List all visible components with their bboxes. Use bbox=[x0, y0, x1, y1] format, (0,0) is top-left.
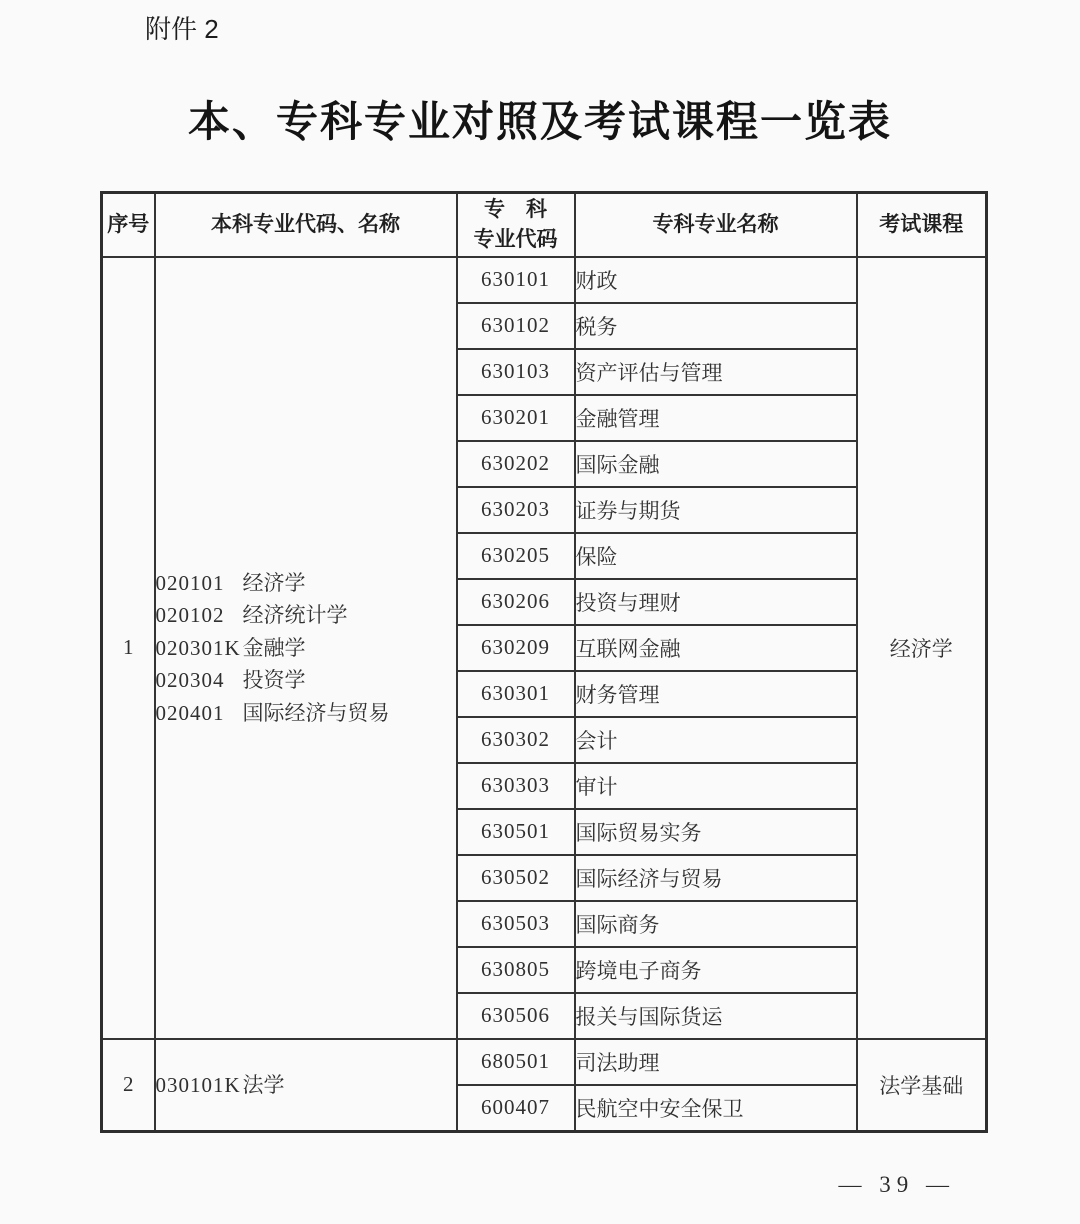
college-major-name-cell: 审计 bbox=[575, 763, 857, 809]
college-major-name-cell: 国际商务 bbox=[575, 901, 857, 947]
serial-cell: 1 bbox=[102, 257, 155, 1039]
college-major-code-cell: 630501 bbox=[457, 809, 575, 855]
college-major-name-cell: 金融管理 bbox=[575, 395, 857, 441]
undergrad-major-code: 020301K bbox=[155, 635, 241, 660]
table-row bbox=[102, 257, 987, 303]
college-major-name-cell: 税务 bbox=[575, 303, 857, 349]
college-major-code-cell: 630202 bbox=[457, 441, 575, 487]
college-major-name-cell: 会计 bbox=[575, 717, 857, 763]
table-header bbox=[102, 192, 987, 257]
undergrad-major-name: 国际经济与贸易 bbox=[242, 700, 390, 725]
col-header-exam-course: 考试课程 bbox=[857, 192, 987, 257]
undergrad-major-name: 金融学 bbox=[242, 635, 306, 660]
undergrad-major-name: 经济学 bbox=[242, 570, 306, 595]
college-major-name-cell: 保险 bbox=[575, 533, 857, 579]
col-header-college-name: 专科专业名称 bbox=[575, 192, 857, 257]
college-major-name-cell: 资产评估与管理 bbox=[575, 349, 857, 395]
majors-table-body bbox=[102, 257, 987, 1132]
college-major-code-cell: 630101 bbox=[457, 257, 575, 303]
table-row bbox=[102, 1039, 987, 1085]
college-major-code-cell: 630301 bbox=[457, 671, 575, 717]
college-major-name-cell: 国际经济与贸易 bbox=[575, 855, 857, 901]
college-major-name-cell: 跨境电子商务 bbox=[575, 947, 857, 993]
college-major-name-cell: 财务管理 bbox=[575, 671, 857, 717]
page-title: 本、专科专业对照及考试课程一览表 bbox=[187, 100, 892, 147]
page-number: — 39 — bbox=[838, 1172, 955, 1197]
col-header-college-code bbox=[457, 192, 575, 257]
undergrad-major-code: 020401 bbox=[155, 700, 225, 725]
col-header-undergrad: 本科专业代码、名称 bbox=[155, 192, 457, 257]
college-major-code-cell: 630102 bbox=[457, 303, 575, 349]
college-major-code-cell: 630805 bbox=[457, 947, 575, 993]
college-major-name-cell: 财政 bbox=[575, 257, 857, 303]
undergrad-major-line bbox=[156, 632, 456, 665]
college-major-code-cell: 630203 bbox=[457, 487, 575, 533]
college-major-code-cell: 630506 bbox=[457, 993, 575, 1039]
attachment-label: 附件 2 bbox=[145, 14, 219, 44]
undergrad-major-line bbox=[156, 599, 456, 632]
college-major-name-cell: 互联网金融 bbox=[575, 625, 857, 671]
undergrad-major-line bbox=[156, 567, 456, 600]
serial-cell: 2 bbox=[102, 1039, 155, 1132]
college-major-code-cell: 630103 bbox=[457, 349, 575, 395]
college-major-name-cell: 投资与理财 bbox=[575, 579, 857, 625]
college-major-name-cell: 民航空中安全保卫 bbox=[575, 1085, 857, 1132]
undergrad-major-name: 法学 bbox=[242, 1072, 285, 1097]
college-major-code-cell: 630205 bbox=[457, 533, 575, 579]
college-major-name-cell: 国际金融 bbox=[575, 441, 857, 487]
exam-course-cell: 经济学 bbox=[857, 257, 987, 1039]
col-header-college-code-line1: 专 科 bbox=[484, 198, 547, 222]
undergrad-major-code: 020304 bbox=[155, 668, 225, 693]
undergrad-major-name: 经济统计学 bbox=[242, 603, 348, 628]
college-major-code-cell: 630302 bbox=[457, 717, 575, 763]
college-major-code-cell: 630206 bbox=[457, 579, 575, 625]
majors-table bbox=[100, 191, 988, 1133]
college-major-code-cell: 600407 bbox=[457, 1085, 575, 1132]
college-major-name-cell: 国际贸易实务 bbox=[575, 809, 857, 855]
undergrad-major-name: 投资学 bbox=[242, 668, 306, 693]
table-header-row bbox=[102, 192, 987, 257]
col-header-serial: 序号 bbox=[102, 192, 155, 257]
undergrad-major-line bbox=[156, 664, 456, 697]
college-major-code-cell: 630503 bbox=[457, 901, 575, 947]
college-major-code-cell: 680501 bbox=[457, 1039, 575, 1085]
undergrad-majors-cell bbox=[155, 1039, 457, 1132]
college-major-name-cell: 司法助理 bbox=[575, 1039, 857, 1085]
college-major-name-cell: 证券与期货 bbox=[575, 487, 857, 533]
exam-course-cell: 法学基础 bbox=[857, 1039, 987, 1132]
college-major-code-cell: 630209 bbox=[457, 625, 575, 671]
college-major-code-cell: 630303 bbox=[457, 763, 575, 809]
col-header-college-code-line2: 专业代码 bbox=[473, 227, 558, 251]
undergrad-major-code: 020102 bbox=[155, 603, 225, 628]
undergrad-major-code: 020101 bbox=[155, 570, 225, 595]
college-major-name-cell: 报关与国际货运 bbox=[575, 993, 857, 1039]
undergrad-major-line bbox=[156, 1069, 456, 1102]
undergrad-major-code: 030101K bbox=[155, 1072, 241, 1097]
undergrad-major-line bbox=[156, 697, 456, 730]
undergrad-majors-cell bbox=[155, 257, 457, 1039]
college-major-code-cell: 630201 bbox=[457, 395, 575, 441]
college-major-code-cell: 630502 bbox=[457, 855, 575, 901]
